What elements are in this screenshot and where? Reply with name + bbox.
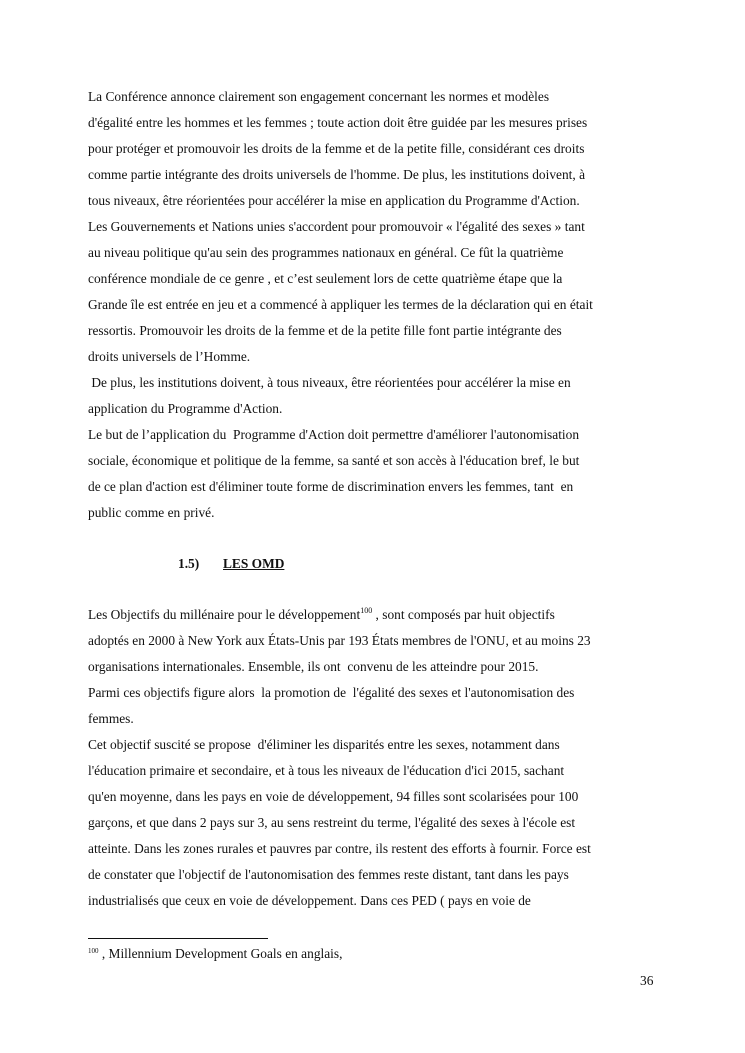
paragraph-2-line: qu'en moyenne, dans les pays en voie de développement, 94 filles sont scolarisées pour 100 [88, 789, 579, 804]
paragraph-1-line: au niveau politique qu'au sein des programmes nationaux en général. Ce fût la quatrième [88, 245, 564, 260]
footnote-marker: 100 [88, 947, 99, 955]
paragraph-1-line: ressortis. Promouvoir les droits de la femme et de la petite fille font partie intégrante des [88, 323, 562, 338]
footnote-reference[interactable]: 100 [360, 606, 373, 615]
paragraph-2-line: adoptés en 2000 à New York aux États-Unis par 193 États membres de l'ONU, et au moins 23 [88, 633, 591, 648]
paragraph-1-line: La Conférence annonce clairement son engagement concernant les normes et modèles [88, 89, 550, 104]
paragraph-1-line: tous niveaux, être réorientées pour accélérer la mise en application du Programme d'Action. [88, 193, 580, 208]
paragraph-1-line: De plus, les institutions doivent, à tous niveaux, être réorientées pour accélérer la mise en [88, 375, 571, 390]
section-number: 1.5) [178, 556, 200, 571]
paragraph-2-line: garçons, et que dans 2 pays sur 3, au sens restreint du terme, l'égalité des sexes à l'école est [88, 815, 576, 830]
paragraph-2-text: , sont composés par huit objectifs [372, 607, 555, 622]
page-number: 36 [640, 973, 654, 988]
footnote-separator [88, 938, 268, 939]
section-title: LES OMD [223, 556, 285, 571]
paragraph-2-line: Parmi ces objectifs figure alors la promotion de l'égalité des sexes et l'autonomisation des [88, 685, 575, 700]
paragraph-1-line: de ce plan d'action est d'éliminer toute forme de discrimination envers les femmes, tant en [88, 479, 574, 494]
paragraph-2-line: organisations internationales. Ensemble, ils ont convenu de les atteindre pour 2015. [88, 659, 539, 674]
paragraph-1-line: d'égalité entre les hommes et les femmes ; toute action doit être guidée par les mesures prises [88, 115, 588, 130]
paragraph-1-line: Grande île est entrée en jeu et a commencé à appliquer les termes de la déclaration qui en était [88, 297, 593, 312]
paragraph-2-line: femmes. [88, 711, 134, 726]
paragraph-2-line: industrialisés que ceux en voie de développement. Dans ces PED ( pays en voie de [88, 893, 531, 908]
paragraph-1-line: conférence mondiale de ce genre , et c’est seulement lors de cette quatrième étape que la [88, 271, 563, 286]
paragraph-1-line: droits universels de l’Homme. [88, 349, 251, 364]
paragraph-1-line: sociale, économique et politique de la femme, sa santé et son accès à l'éducation bref, le but [88, 453, 580, 468]
paragraph-1-line: application du Programme d'Action. [88, 401, 283, 416]
paragraph-1-line: pour protéger et promouvoir les droits de la femme et de la petite fille, considérant ces droits [88, 141, 585, 156]
paragraph-2-line: l'éducation primaire et secondaire, et à tous les niveaux de l'éducation d'ici 2015, sachant [88, 763, 565, 778]
footnote-text: , Millennium Development Goals en anglais, [98, 946, 343, 961]
paragraph-2-line: Cet objectif suscité se propose d'éliminer les disparités entre les sexes, notamment dans [88, 737, 560, 752]
paragraph-1-line: comme partie intégrante des droits universels de l'homme. De plus, les institutions doivent, à [88, 167, 586, 182]
paragraph-2-first-line [88, 607, 555, 623]
paragraph-2-line: atteinte. Dans les zones rurales et pauvres par contre, ils restent des efforts à fournir. Force est [88, 841, 591, 856]
paragraph-1-line: Le but de l’application du Programme d'Action doit permettre d'améliorer l'autonomisation [88, 427, 580, 442]
paragraph-2-line: de constater que l'objectif de l'autonomisation des femmes reste distant, tant dans les pays [88, 867, 569, 882]
paragraph-1-line: Les Gouvernements et Nations unies s'accordent pour promouvoir « l'égalité des sexes » tant [88, 219, 585, 234]
paragraph-1-line: public comme en privé. [88, 505, 215, 520]
paragraph-2-text: Les Objectifs du millénaire pour le développement [88, 607, 361, 622]
footnote [88, 946, 342, 962]
